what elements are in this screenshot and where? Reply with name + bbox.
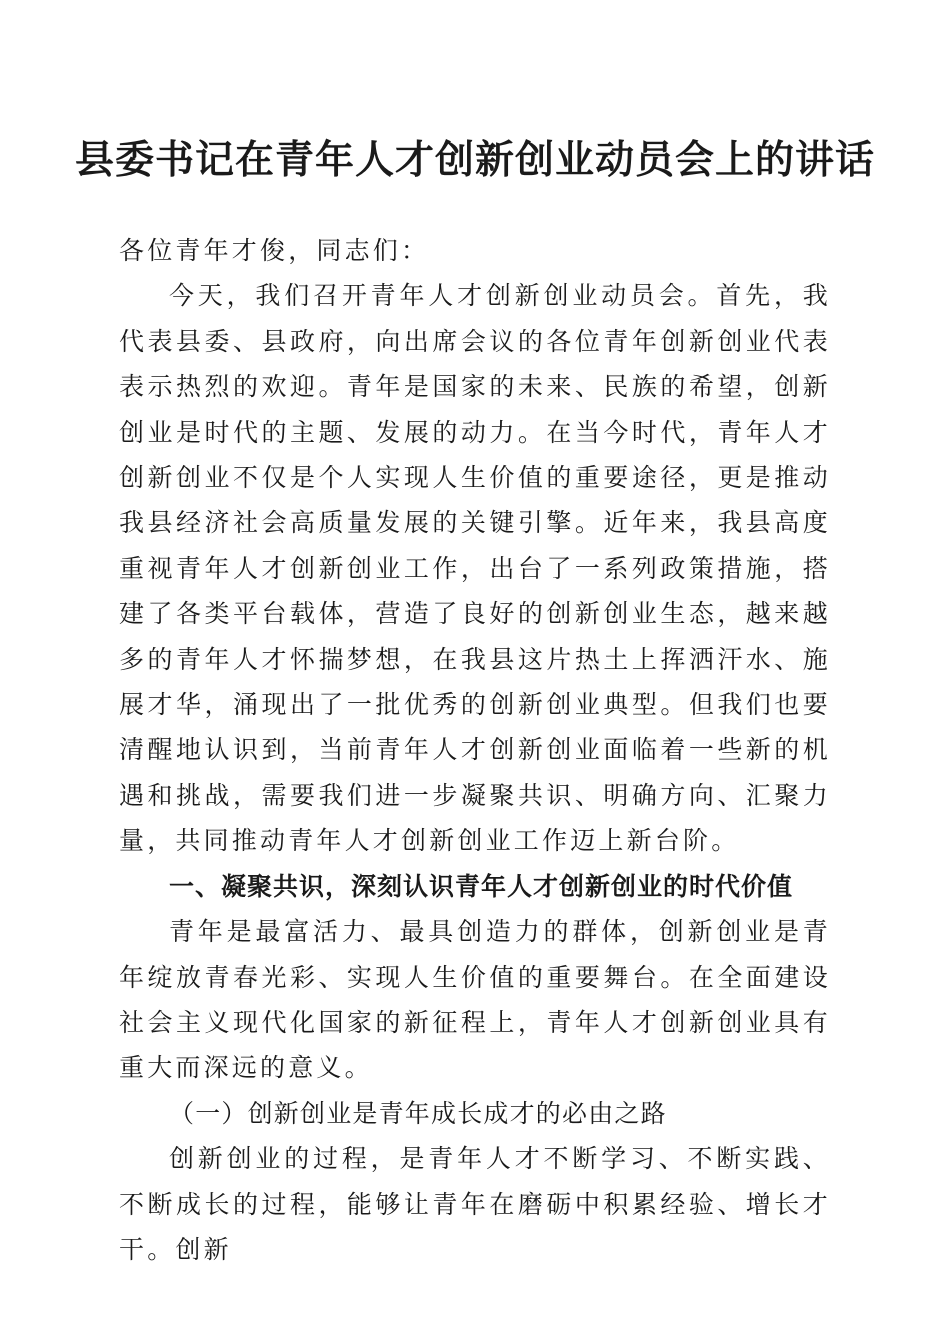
document-title: 县委书记在青年人才创新创业动员会上的讲话 bbox=[74, 137, 875, 183]
paragraph-intro: 今天，我们召开青年人才创新创业动员会。首先，我代表县委、县政府，向出席会议的各位青年创新创业代表表示热烈的欢迎。青年是国家的未来、民族的希望，创新创业是时代的主题、发展的动力。在当今时代，青年人才创新创业不仅是个人实现人生价值的重要途径，更是推动我县经济社会高质量发展的关键引擎。近年来，我县高度重视青年人才创新创业工作，出台了一系列政策措施，搭建了各类平台载体，营造了良好的创新创业生态，越来越多的青年人才怀揣梦想，在我县这片热土上挥洒汗水、施展才华，涌现出了一批优秀的创新创业典型。但我们也要清醒地认识到，当前青年人才创新创业面临着一些新的机遇和挑战，需要我们进一步凝聚共识、明确方向、汇聚力量，共同推动青年人才创新创业工作迈上新台阶。 bbox=[119, 281, 831, 856]
paragraph-subsection-1: 创新创业的过程，是青年人才不断学习、不断实践、不断成长的过程，能够让青年在磨砺中积累经验、增长才干。创新 bbox=[119, 1144, 831, 1264]
paragraph-section-1: 青年是最富活力、最具创造力的群体，创新创业是青年绽放青春光彩、实现人生价值的重要舞台。在全面建设社会主义现代化国家的新征程上，青年人才创新创业具有重大而深远的意义。 bbox=[119, 917, 831, 1083]
subsection-heading-1: （一）创新创业是青年成长成才的必由之路 bbox=[169, 1098, 667, 1128]
salutation: 各位青年才俊，同志们： bbox=[119, 236, 430, 265]
document-body bbox=[119, 228, 831, 1272]
section-heading-1: 一、凝聚共识，深刻认识青年人才创新创业的时代价值 bbox=[169, 871, 794, 901]
